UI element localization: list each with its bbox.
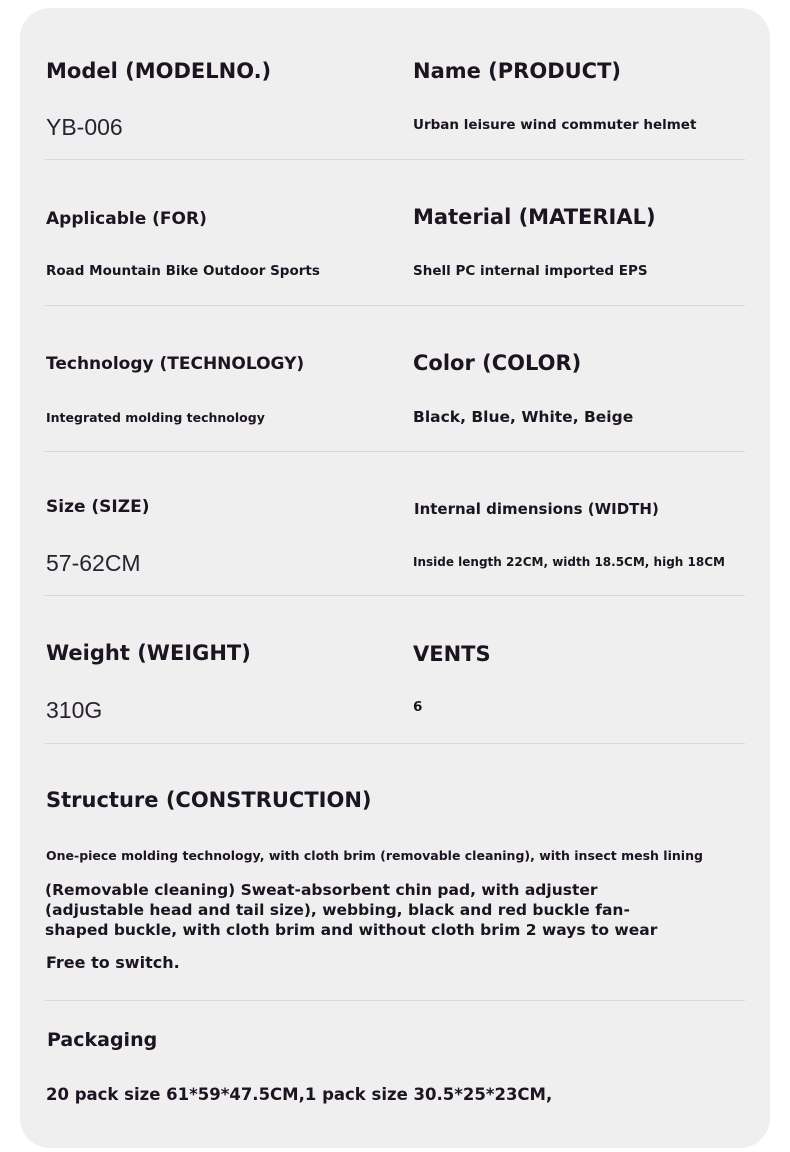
structure-line-1: One-piece molding technology, with cloth brim (removable cleaning), with insect mesh lining <box>46 848 703 863</box>
name-label: Name (PRODUCT) <box>413 59 622 83</box>
vents-label: VENTS <box>413 642 491 666</box>
vents-value: 6 <box>413 699 423 715</box>
color-label: Color (COLOR) <box>413 351 582 375</box>
material-label: Material (MATERIAL) <box>413 205 656 229</box>
applicable-label: Applicable (FOR) <box>46 209 207 229</box>
model-label: Model (MODELNO.) <box>46 59 272 83</box>
name-value: Urban leisure wind commuter helmet <box>413 117 697 133</box>
model-value: YB-006 <box>46 114 123 140</box>
structure-line-2: (Removable cleaning) Sweat-absorbent chin pad, with adjuster (adjustable head and tail size), webbing, black and red buckle fan-shaped buckle, with cloth brim and without cloth brim 2 ways to wear <box>45 881 658 939</box>
size-label: Size (SIZE) <box>46 497 150 517</box>
weight-value: 310G <box>46 697 103 723</box>
structure-label: Structure (CONSTRUCTION) <box>46 788 372 812</box>
technology-value: Integrated molding technology <box>46 410 265 425</box>
row-divider <box>45 743 745 744</box>
internal-dimensions-label: Internal dimensions (WIDTH) <box>414 500 659 518</box>
structure-line-3: Free to switch. <box>46 953 180 972</box>
size-value: 57-62CM <box>46 550 141 576</box>
row-divider <box>45 595 745 596</box>
spec-card <box>20 8 770 1148</box>
row-divider <box>45 1000 745 1001</box>
material-value: Shell PC internal imported EPS <box>413 263 648 279</box>
weight-label: Weight (WEIGHT) <box>46 641 251 665</box>
applicable-value: Road Mountain Bike Outdoor Sports <box>46 263 320 279</box>
row-divider <box>45 159 745 160</box>
internal-dimensions-value: Inside length 22CM, width 18.5CM, high 18CM <box>413 555 725 569</box>
row-divider <box>45 305 745 306</box>
row-divider <box>45 451 745 452</box>
packaging-value: 20 pack size 61*59*47.5CM,1 pack size 30.5*25*23CM, <box>46 1085 553 1104</box>
color-value: Black, Blue, White, Beige <box>413 408 634 426</box>
technology-label: Technology (TECHNOLOGY) <box>46 354 305 374</box>
packaging-label: Packaging <box>47 1029 158 1051</box>
